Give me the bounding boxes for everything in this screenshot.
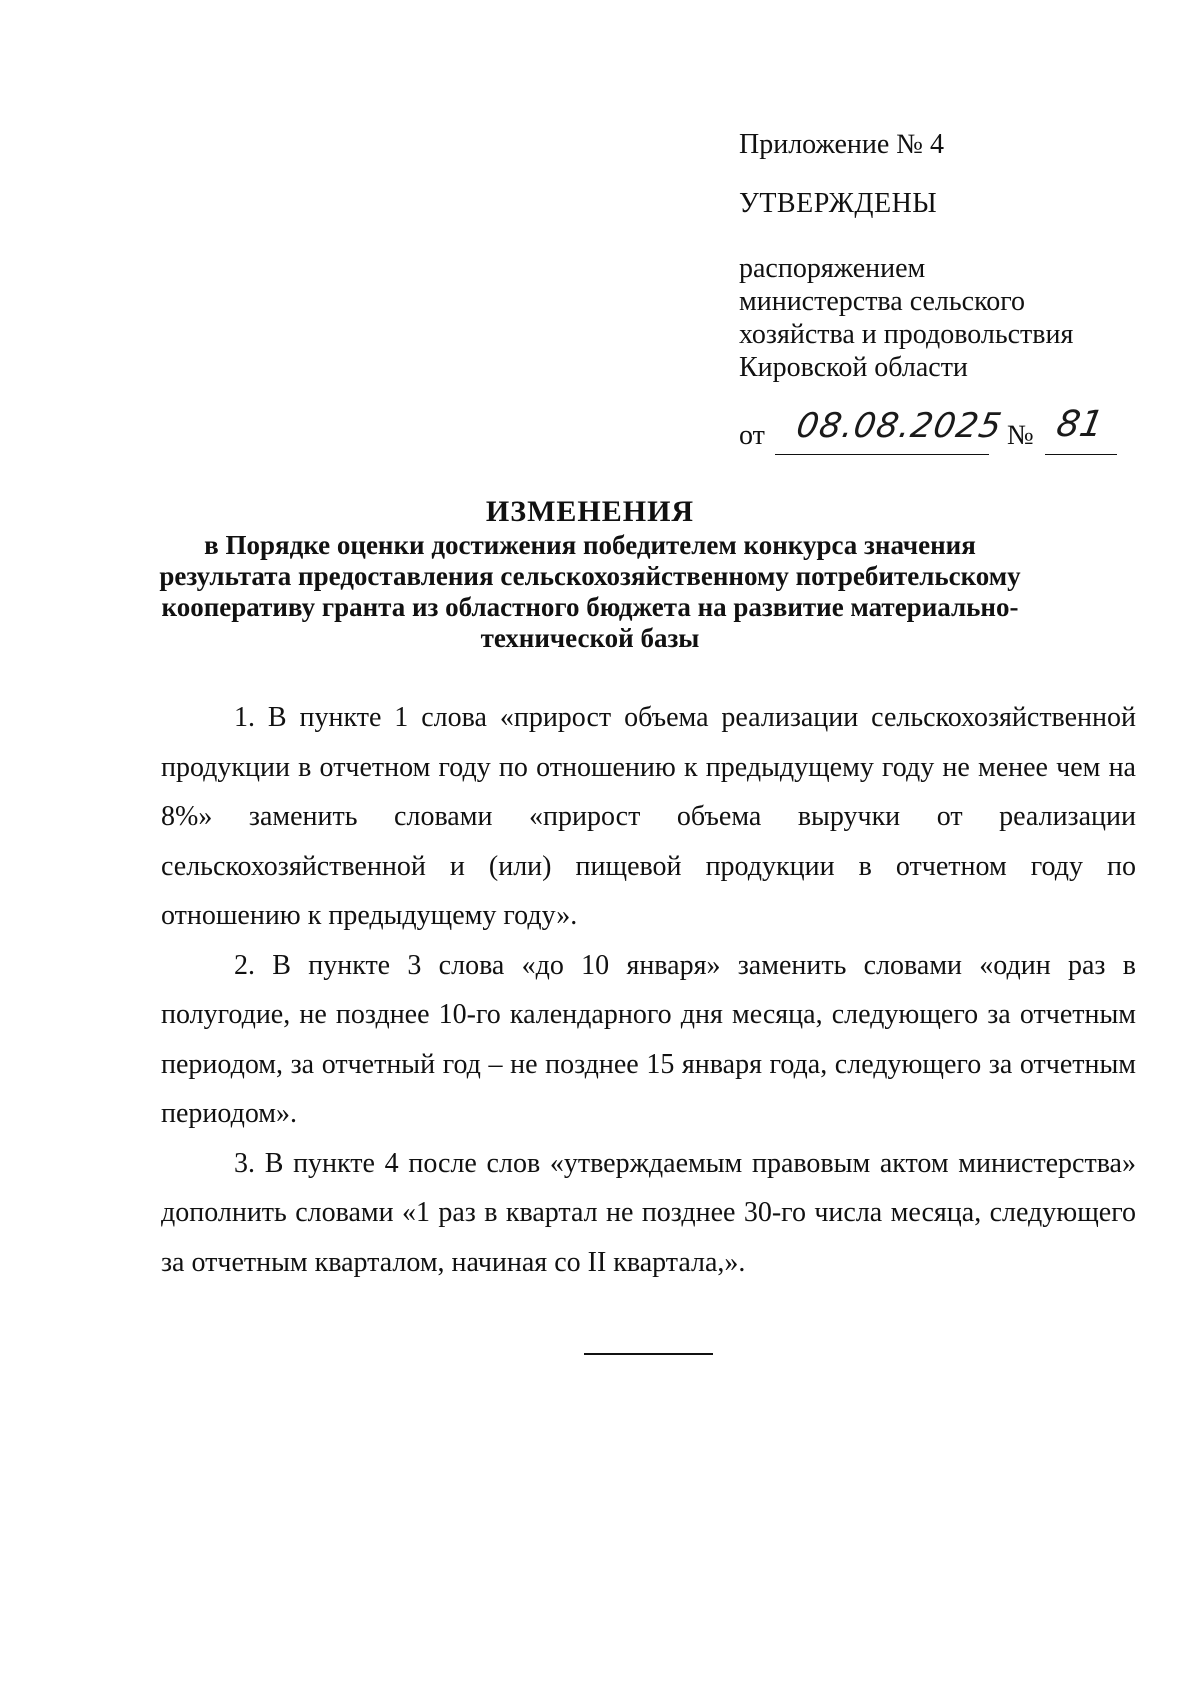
appendix-label: Приложение № 4	[739, 129, 944, 160]
amendment-item: 1. В пункте 1 слова «прирост объема реализации сельскохозяйственной продукции в отчетном году по отношению к предыдущему году не менее чем на 8%» заменить словами «прирост объема выручки от реализации сельскохозяйственной и (или) пищевой продукции в отчетном году по отношению к предыдущему году».	[161, 702, 1136, 931]
amendment-item: 2. В пункте 3 слова «до 10 января» заменить словами «один раз в полугодие, не позднее 10-го календарного дня месяца, следующего за отчетным периодом, за отчетный год – не позднее 15 января года, следующего за отчетным периодом».	[161, 949, 1136, 1129]
document-body	[161, 693, 1136, 1287]
approver-line: распоряжением	[739, 253, 926, 284]
subtitle-line: технической базы	[480, 623, 700, 653]
document-title-block	[140, 494, 1040, 654]
approver-line: хозяйства и продовольствия	[739, 319, 1074, 350]
approver-line: министерства сельского	[739, 286, 1026, 317]
approval-block	[739, 128, 1139, 384]
date-prefix: от	[739, 420, 765, 451]
amendment-item: 3. В пункте 4 после слов «утверждаемым правовым актом министерства» дополнить словами «1 раз в квартал не позднее 30-го числа месяца, следующего за отчетным кварталом, начиная со II квартала,».	[161, 1147, 1136, 1278]
approved-label: УТВЕРЖДЕНЫ	[739, 188, 938, 219]
end-divider	[584, 1353, 713, 1355]
document-heading: ИЗМЕНЕНИЯ	[485, 495, 695, 528]
handwritten-number: 81	[1053, 404, 1107, 445]
approver-line: Кировской области	[739, 352, 968, 383]
subtitle-line: в Порядке оценки достижения победителем конкурса значения	[204, 530, 976, 560]
approver-lines	[739, 252, 1139, 384]
subtitle-line: кооперативу гранта из областного бюджета на развитие материально-	[161, 592, 1019, 622]
handwritten-date: 08.08.2025	[793, 406, 1006, 446]
subtitle-line: результата предоставления сельскохозяйственному потребительскому	[159, 561, 1021, 591]
number-sign: №	[1007, 420, 1034, 451]
date-number-row	[739, 404, 1159, 458]
